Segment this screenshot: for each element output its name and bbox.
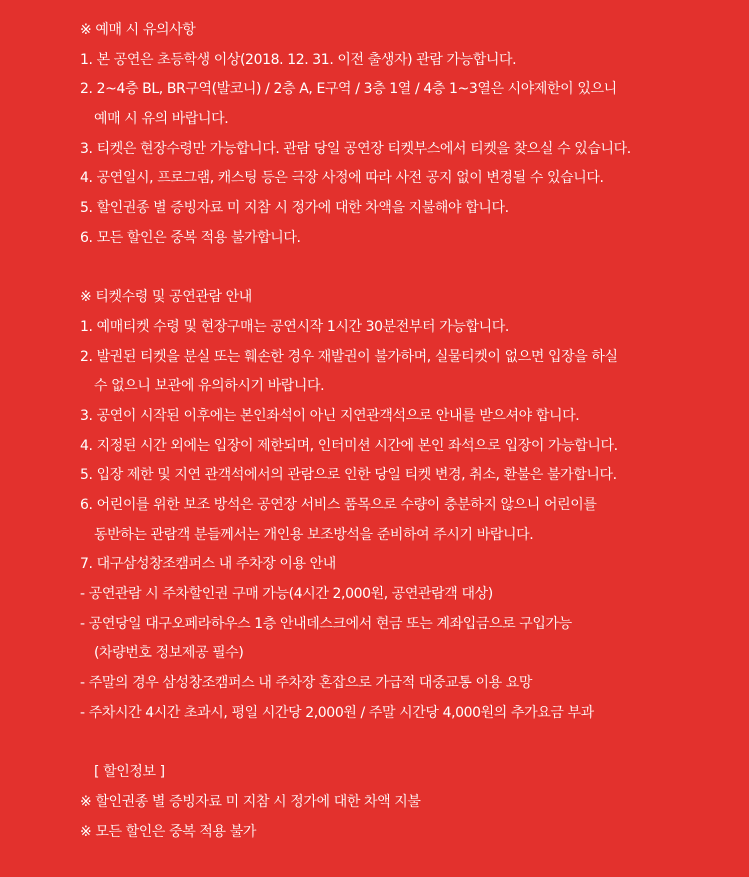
list-item-continuation: 동반하는 관람객 분들께서는 개인용 보조방석을 준비하여 주시기 바랍니다. xyxy=(94,526,534,543)
list-item-continuation: 수 없으니 보관에 유의하시기 바랍니다. xyxy=(94,378,325,395)
list-item: 6. 모든 할인은 중복 적용 불가합니다. xyxy=(80,229,301,246)
section-title-ticket-pickup: ※ 티켓수령 및 공연관람 안내 xyxy=(80,289,252,306)
parking-item-continuation: (차량번호 정보제공 필수) xyxy=(94,645,244,662)
list-item: 1. 예매티켓 수령 및 현장구매는 공연시작 1시간 30분전부터 가능합니다. xyxy=(80,318,509,335)
list-item: 5. 입장 제한 및 지연 관객석에서의 관람으로 인한 당일 티켓 변경, 취소, 환불은 불가합니다. xyxy=(80,467,617,484)
list-item: 3. 공연이 시작된 이후에는 본인좌석이 아닌 지연관객석으로 안내를 받으셔야 합니다. xyxy=(80,407,580,424)
list-item: 3. 티켓은 현장수령만 가능합니다. 관람 당일 공연장 티켓부스에서 티켓을 찾으실 수 있습니다. xyxy=(80,140,631,157)
section-title-discount-info: [ 할인정보 ] xyxy=(94,764,165,781)
parking-item: - 주말의 경우 삼성창조캠퍼스 내 주차장 혼잡으로 가급적 대중교통 이용 요망 xyxy=(80,675,532,692)
discount-note: ※ 할인권종 별 증빙자료 미 지참 시 정가에 대한 차액 지불 xyxy=(80,793,421,810)
section-spacer xyxy=(80,729,740,759)
list-item: 7. 대구삼성창조캠퍼스 내 주차장 이용 안내 xyxy=(80,556,336,573)
parking-item: - 공연관람 시 주차할인권 구매 가능(4시간 2,000원, 공연관람객 대상) xyxy=(80,586,493,603)
list-item-continuation: 예매 시 유의 바랍니다. xyxy=(94,111,229,128)
list-item: 2. 발권된 티켓을 분실 또는 훼손한 경우 재발권이 불가하며, 실물티켓이 없으면 입장을 하실 xyxy=(80,348,618,365)
list-item: 6. 어린이를 위한 보조 방석은 공연장 서비스 품목으로 수량이 충분하지 않으니 어린이를 xyxy=(80,497,597,513)
parking-item: - 주차시간 4시간 초과시, 평일 시간당 2,000원 / 주말 시간당 4,000원의 추가요금 부과 xyxy=(80,704,594,721)
notice-document xyxy=(80,16,740,847)
list-item: 2. 2~4층 BL, BR구역(발코니) / 2층 A, E구역 / 3층 1열 / 4층 1~3열은 시야제한이 있으니 xyxy=(80,81,617,98)
section-title-booking-notes: ※ 예매 시 유의사항 xyxy=(80,22,196,38)
list-item: 1. 본 공연은 초등학생 이상(2018. 12. 31. 이전 출생자) 관람 가능합니다. xyxy=(80,51,517,68)
discount-note: ※ 모든 할인은 중복 적용 불가 xyxy=(80,823,256,840)
parking-item: - 공연당일 대구오페라하우스 1층 안내데스크에서 현금 또는 계좌입금으로 구입가능 xyxy=(80,615,572,632)
section-spacer xyxy=(80,254,740,284)
list-item: 5. 할인권종 별 증빙자료 미 지참 시 정가에 대한 차액을 지불해야 합니다. xyxy=(80,200,509,217)
list-item: 4. 지정된 시간 외에는 입장이 제한되며, 인터미션 시간에 본인 좌석으로 입장이 가능합니다. xyxy=(80,437,618,454)
list-item: 4. 공연일시, 프로그램, 캐스팅 등은 극장 사정에 따라 사전 공지 없이 변경될 수 있습니다. xyxy=(80,170,604,187)
